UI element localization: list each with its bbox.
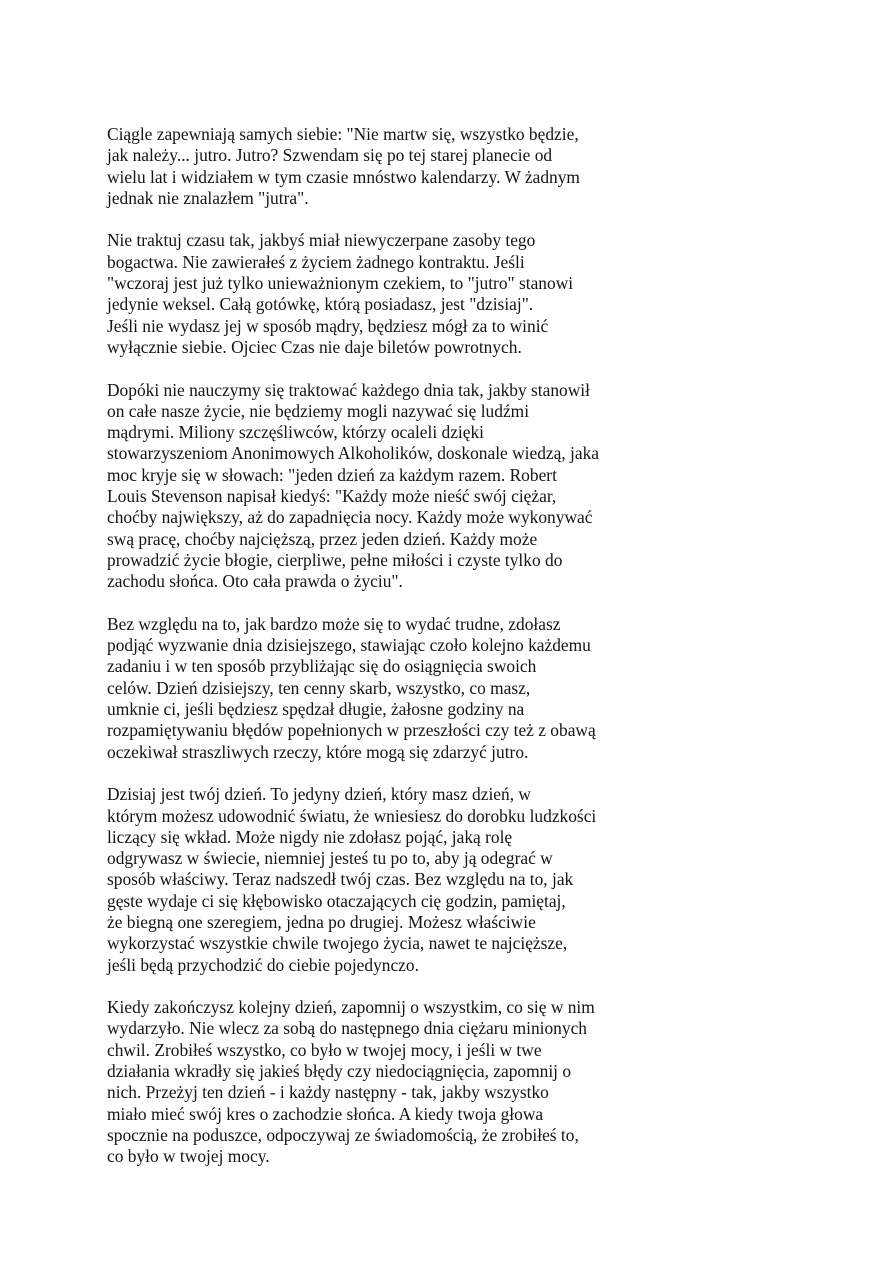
text-line: działania wkradły się jakieś błędy czy niedociągnięcia, zapomnij o xyxy=(107,1061,572,1082)
text-line: on całe nasze życie, nie będziemy mogli nazywać się ludźmi xyxy=(107,400,530,421)
text-line: którym możesz udowodnić światu, że wniesiesz do dorobku ludzkości xyxy=(107,805,597,826)
text-line: jednak nie znalazłem "jutra". xyxy=(107,187,309,208)
text-line: Louis Stevenson napisał kiedyś: "Każdy może nieść swój ciężar, xyxy=(107,486,557,507)
text-line: liczący się wkład. Może nigdy nie zdołasz pojąć, jaką rolę xyxy=(107,826,513,847)
text-line: nich. Przeżyj ten dzień - i każdy następny - tak, jakby wszystko xyxy=(107,1082,549,1103)
paragraph-3 xyxy=(107,380,647,593)
text-line: Nie traktuj czasu tak, jakbyś miał niewyczerpane zasoby tego xyxy=(107,230,536,251)
text-line: umknie ci, jeśli będziesz spędzał długie, żałosne godziny na xyxy=(107,699,525,720)
text-line: sposób właściwy. Teraz nadszedł twój czas. Bez względu na to, jak xyxy=(107,869,574,890)
text-line: podjąć wyzwanie dnia dzisiejszego, stawiając czoło kolejno każdemu xyxy=(107,635,591,656)
paragraph-5 xyxy=(107,784,647,976)
text-line: rozpamiętywaniu błędów popełnionych w przeszłości czy też z obawą xyxy=(107,720,596,741)
text-line: bogactwa. Nie zawierałeś z życiem żadnego kontraktu. Jeśli xyxy=(107,251,525,272)
text-line: wykorzystać wszystkie chwile twojego życia, nawet te najcięższe, xyxy=(107,933,568,954)
text-line: spocznie na poduszce, odpoczywaj ze świadomością, że zrobiłeś to, xyxy=(107,1124,579,1145)
text-line: Bez względu na to, jak bardzo może się to wydać trudne, zdołasz xyxy=(107,613,561,634)
text-line: wielu lat i widziałem w tym czasie mnóstwo kalendarzy. W żadnym xyxy=(107,166,580,187)
paragraph-spacer xyxy=(107,209,647,230)
text-line: Jeśli nie wydasz jej w sposób mądry, będziesz mógł za to winić xyxy=(107,315,549,336)
text-line: co było w twojej mocy. xyxy=(107,1146,270,1167)
paragraph-6 xyxy=(107,997,647,1167)
text-line: choćby największy, aż do zapadnięcia nocy. Każdy może wykonywać xyxy=(107,507,593,528)
text-line: gęste wydaje ci się kłębowisko otaczających cię godzin, pamiętaj, xyxy=(107,890,566,911)
paragraph-2 xyxy=(107,230,647,358)
text-line: zachodu słońca. Oto cała prawda o życiu". xyxy=(107,571,403,592)
paragraph-spacer xyxy=(107,358,647,379)
text-line: Dzisiaj jest twój dzień. To jedyny dzień, który masz dzień, w xyxy=(107,784,531,805)
text-line: oczekiwał straszliwych rzeczy, które mogą się zdarzyć jutro. xyxy=(107,741,529,762)
text-line: jak należy... jutro. Jutro? Szwendam się po tej starej planecie od xyxy=(107,145,553,166)
paragraph-spacer xyxy=(107,593,647,614)
text-line: jeśli będą przychodzić do ciebie pojedynczo. xyxy=(107,954,419,975)
text-line: że biegną one szeregiem, jedna po drugiej. Możesz właściwie xyxy=(107,911,536,932)
text-line: wydarzyło. Nie wlecz za sobą do następnego dnia ciężaru minionych xyxy=(107,1018,587,1039)
text-line: Dopóki nie nauczymy się traktować każdego dnia tak, jakby stanowił xyxy=(107,379,590,400)
text-line: miało mieć swój kres o zachodzie słońca. A kiedy twoja głowa xyxy=(107,1103,544,1124)
text-line: celów. Dzień dzisiejszy, ten cenny skarb, wszystko, co masz, xyxy=(107,677,531,698)
text-line: wyłącznie siebie. Ojciec Czas nie daje biletów powrotnych. xyxy=(107,336,522,357)
text-line: "wczoraj jest już tylko unieważnionym czekiem, to "jutro" stanowi xyxy=(107,273,574,294)
paragraph-spacer xyxy=(107,763,647,784)
text-line: zadaniu i w ten sposób przybliżając się do osiągnięcia swoich xyxy=(107,656,537,677)
text-line: moc kryje się w słowach: "jeden dzień za każdym razem. Robert xyxy=(107,464,557,485)
paragraph-4 xyxy=(107,614,647,763)
text-line: stowarzyszeniom Anonimowych Alkoholików, doskonale wiedzą, jaka xyxy=(107,443,599,464)
text-line: Kiedy zakończysz kolejny dzień, zapomnij o wszystkim, co się w nim xyxy=(107,997,595,1018)
text-line: prowadzić życie błogie, cierpliwe, pełne miłości i czyste tylko do xyxy=(107,549,563,570)
text-line: chwil. Zrobiłeś wszystko, co było w twojej mocy, i jeśli w twe xyxy=(107,1039,542,1060)
document-body xyxy=(107,124,647,1168)
text-line: jedynie weksel. Całą gotówkę, którą posiadasz, jest "dzisiaj". xyxy=(107,294,534,315)
text-line: swą pracę, choćby najcięższą, przez jeden dzień. Każdy może xyxy=(107,528,538,549)
text-line: Ciągle zapewniają samych siebie: "Nie martw się, wszystko będzie, xyxy=(107,124,579,144)
text-line: mądrymi. Miliony szczęśliwców, którzy ocaleli dzięki xyxy=(107,422,485,443)
paragraph-1 xyxy=(107,124,647,209)
paragraph-spacer xyxy=(107,976,647,997)
text-line: odgrywasz w świecie, niemniej jesteś tu po to, aby ją odegrać w xyxy=(107,848,553,869)
